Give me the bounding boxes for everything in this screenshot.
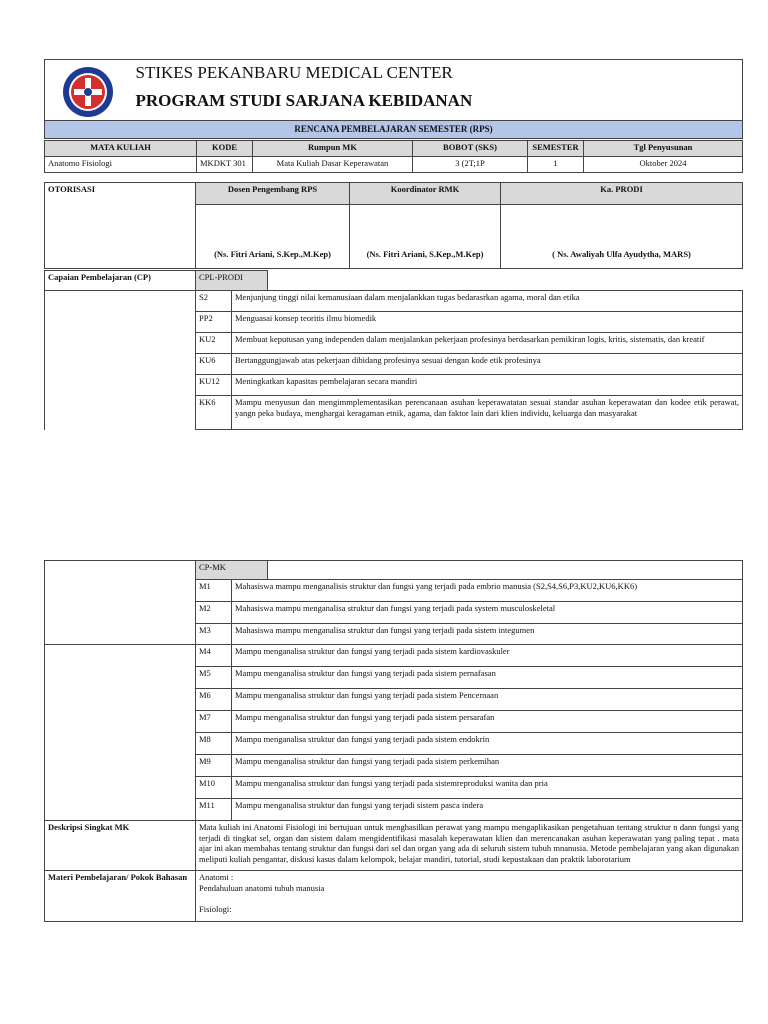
rps-title: RENCANA PEMBELAJARAN SEMESTER (RPS) (45, 121, 743, 139)
cpmk-code: M3 (196, 624, 232, 645)
cp-code: KU2 (196, 333, 232, 354)
cp-code: S2 (196, 291, 232, 312)
cp-text: Membuat keputusan yang independen dalam menjalankan pekerjaan profesinya berdasarkan pemikiran logis, kritis, sistematis, dan kreatif (232, 333, 743, 354)
role-kaprodi: Ka. PRODI (501, 183, 743, 205)
signatory-dosen: (Ns. Fitri Ariani, S.Kep.,M.Kep) (196, 205, 350, 269)
cpmk-text: Mampu menganalisa struktur dan fungsi yang terjadi pada sistemreproduksi wanita dan pria (232, 777, 743, 799)
col-header-tgl: Tgl Penyusunan (584, 141, 743, 157)
materi-label: Materi Pembelajaran/ Pokok Bahasan (45, 871, 196, 922)
cp-text: Meningkatkan kapasitas pembelajaran secara mandiri (232, 375, 743, 396)
role-koordinator: Koordinator RMK (350, 183, 501, 205)
cpmk-text: Mahasiswa mampu menganalisa struktur dan fungsi yang terjadi pada sistem integumen (232, 624, 743, 645)
cp-text: Menguasai konsep teoritis ilmu biomedik (232, 312, 743, 333)
otorisasi-label: OTORISASI (45, 183, 196, 269)
course-group: Mata Kuliah Dasar Keperawatan (253, 157, 413, 173)
cpmk-text: Mampu menganalisa struktur dan fungsi yang terjadi pada sistem kardiovaskuler (232, 645, 743, 667)
col-header-rumpun: Rumpun MK (253, 141, 413, 157)
materi-line: Fisiologi: (199, 904, 232, 915)
course-name: Anatomo Fisiologi (45, 157, 197, 173)
header-table (44, 59, 743, 139)
cp-text: Menjunjung tinggi nilai kemanusiaan dalam menjalankkan tugas bedarasrkan agama, moral dan etika (232, 291, 743, 312)
col-header-kode: KODE (197, 141, 253, 157)
otorisasi-table (44, 182, 743, 269)
materi-content (196, 871, 743, 922)
signatory-koordinator: (Ns. Fitri Ariani, S.Kep.,M.Kep) (350, 205, 501, 269)
col-header-bobot: BOBOT (SKS) (413, 141, 528, 157)
signatory-kaprodi: ( Ns. Awaliyah Ulfa Ayudytha, MARS) (501, 205, 743, 269)
cpl-prodi-label: CPL-PRODI (196, 271, 268, 291)
cpmk-label: CP-MK (196, 561, 268, 580)
course-code: MKDKT 301 (197, 157, 253, 173)
course-info-table (44, 140, 743, 173)
cpmk-text: Mampu menganalisa struktur dan fungsi yang terjadi pada sistem perkemihan (232, 755, 743, 777)
cpmk-text: Mampu menganalisa struktur dan fungsi yang terjadi pada sistem endokrin (232, 733, 743, 755)
cp-text: Mampu menyusun dan mengimmplementasikan perencanaan asuhan keperawatatan sesuai standar asuhan keperawatan dan kodee etik perawat, yangn peka budaya, menghargai keragaman etnik, agama, dan faktor lain dari klien individu, keluarga dan masyarakat (232, 396, 743, 430)
cpmk-text: Mahasiswa mampu menganalisis struktur dan fungsi yang terjadi pada embrio manusia (S2,S4,S6,P3,KU2,KU6,KK6) (232, 580, 743, 602)
institution-logo-icon (62, 66, 114, 118)
cp-table (44, 270, 743, 430)
cpmk-text: Mampu menganalisa struktur dan fungsi yang terjadi pada sistem pernafasan (232, 667, 743, 689)
course-date: Oktober 2024 (584, 157, 743, 173)
course-credits: 3 (2T;1P (413, 157, 528, 173)
cpmk-code: M6 (196, 689, 232, 711)
course-semester: 1 (528, 157, 584, 173)
cpmk-text: Mampu menganalisa struktur dan fungsi yang terjadi pada sistem Pencernaan (232, 689, 743, 711)
cpmk-text: Mampu menganalisa struktur dan fungsi yang terjadi sistem pasca indera (232, 799, 743, 821)
logo-cell (45, 60, 133, 121)
materi-line: Pendahuluan anatomi tubuh manusia (199, 882, 325, 893)
col-header-mata-kuliah: MATA KULIAH (45, 141, 197, 157)
cpmk-code: M5 (196, 667, 232, 689)
cp-code: KU12 (196, 375, 232, 396)
cp-label: Capaian Pembelajaran (CP) (45, 271, 196, 291)
deskripsi-label: Deskripsi Singkat MK (45, 821, 196, 871)
materi-line: Anatomi : (199, 872, 234, 882)
cpmk-text: Mampu menganalisa struktur dan fungsi yang terjadi pada sistem persarafan (232, 711, 743, 733)
cpmk-code: M11 (196, 799, 232, 821)
cpmk-code: M1 (196, 580, 232, 602)
cpmk-code: M4 (196, 645, 232, 667)
cpmk-text: Mahasiswa mampu menganalisa struktur dan fungsi yang terjadi pada system musculoskeletal (232, 602, 743, 624)
cpmk-table (44, 560, 743, 922)
cp-code: PP2 (196, 312, 232, 333)
program-name: PROGRAM STUDI SARJANA KEBIDANAN (135, 91, 473, 111)
col-header-semester: SEMESTER (528, 141, 584, 157)
institution-name: STIKES PEKANBARU MEDICAL CENTER (135, 63, 453, 82)
cp-code: KU6 (196, 354, 232, 375)
cp-code: KK6 (196, 396, 232, 430)
role-dosen: Dosen Pengembang RPS (196, 183, 350, 205)
cpmk-code: M8 (196, 733, 232, 755)
deskripsi-text: Mata kuliah ini Anatomi Fisiologi ini bertujuan untuk menghasilkan perawat yang mampu mengaplikasikan pengetahuan tentang struktur n dann fungsi yang terjadi di tingkat sel, organ dan sistem dalam mengidentifikasi masalah keperawatan klien dan merencanakan asuhan keperawatan yang paling tepat . mata ajar ini akan membahas tentang struktur dan fungsi dari sel dan organ yang ada di seluruh sistem tubuh mnanusia. Metode pembelajaran yang akan digunakan meliputi kuliah pengantar, diskusi kasus dalam kelompok, belajar mandiri, tutorial, studi kepustakaan dan praktik laborotarium (196, 821, 743, 871)
cpmk-code: M10 (196, 777, 232, 799)
cpmk-code: M7 (196, 711, 232, 733)
cpmk-code: M2 (196, 602, 232, 624)
cpmk-code: M9 (196, 755, 232, 777)
cp-text: Bertanggungjawab atas pekerjaan dibidang profesinya sesuai dengan kode etik profesinya (232, 354, 743, 375)
